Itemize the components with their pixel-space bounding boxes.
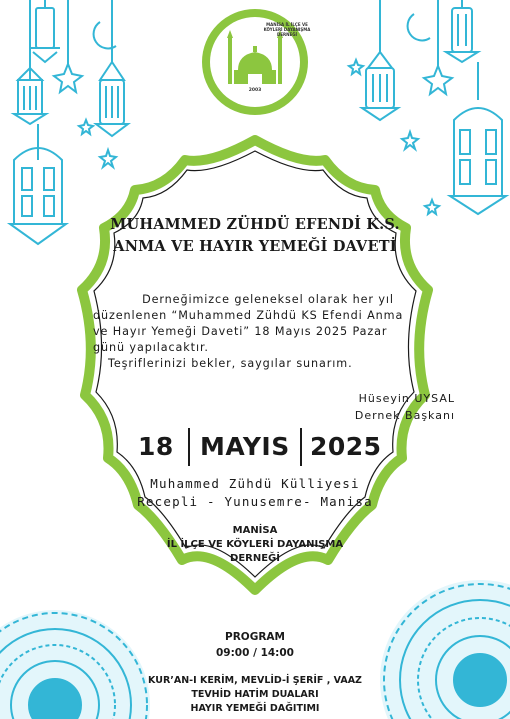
- organization-line-3: DERNEĞİ: [230, 553, 280, 564]
- program-item-2: TEVHİD HATİM DUALARI: [191, 689, 319, 700]
- lantern-left-icon: [10, 0, 128, 244]
- invitation-line-5: Teşriflerinizi bekler, saygılar sunarım.: [108, 357, 353, 370]
- program-item-1: KUR’AN-I KERİM, MEVLİD-İ ŞERİF , VAAZ: [148, 675, 362, 686]
- invitation-line-3: ve Hayır Yemeği Daveti” 18 Mayıs 2025 Pazar: [93, 325, 388, 338]
- venue-address: Recepli - Yunusemre- Manisa: [137, 494, 373, 509]
- date-month: MAYIS: [200, 432, 290, 461]
- logo-caption: MANİSA İL İLÇE VE KÖYLERİ DAYANIŞMA DERNEĞİ: [263, 22, 311, 37]
- date-divider-2: [300, 428, 302, 466]
- event-title-line-1: MUHAMMED ZÜHDÜ EFENDİ K.S.: [110, 216, 400, 233]
- invitation-line-2: düzenlenen “Muhammed Zühdü KS Efendi Anma: [93, 309, 404, 322]
- venue-name: Muhammed Zühdü Külliyesi: [150, 476, 360, 491]
- date-day: 18: [138, 432, 174, 461]
- lantern-right-icon: [349, 0, 506, 214]
- event-title-line-2: ANMA VE HAYIR YEMEĞİ DAVETİ: [113, 238, 397, 255]
- program-item-3: HAYIR YEMEĞİ DAĞITIMI: [190, 703, 320, 714]
- crescent-moon-right-icon: [408, 14, 430, 40]
- program-heading: PROGRAM: [225, 631, 285, 643]
- program-time: 09:00 / 14:00: [216, 647, 294, 659]
- logo-year: 2003: [248, 88, 262, 93]
- invitation-line-1: Derneğimizce geleneksel olarak her yıl: [142, 293, 394, 306]
- signature-role: Dernek Başkanı: [354, 409, 455, 422]
- organization-line-1: MANİSA: [232, 525, 278, 536]
- date-year: 2025: [310, 432, 382, 461]
- date-divider-1: [188, 428, 190, 466]
- signature-name: Hüseyin UYSAL: [358, 392, 455, 405]
- organization-line-2: İL İLÇE VE KÖYLERİ DAYANIŞMA: [166, 539, 344, 550]
- invitation-line-4: günü yapılacaktır.: [93, 341, 209, 354]
